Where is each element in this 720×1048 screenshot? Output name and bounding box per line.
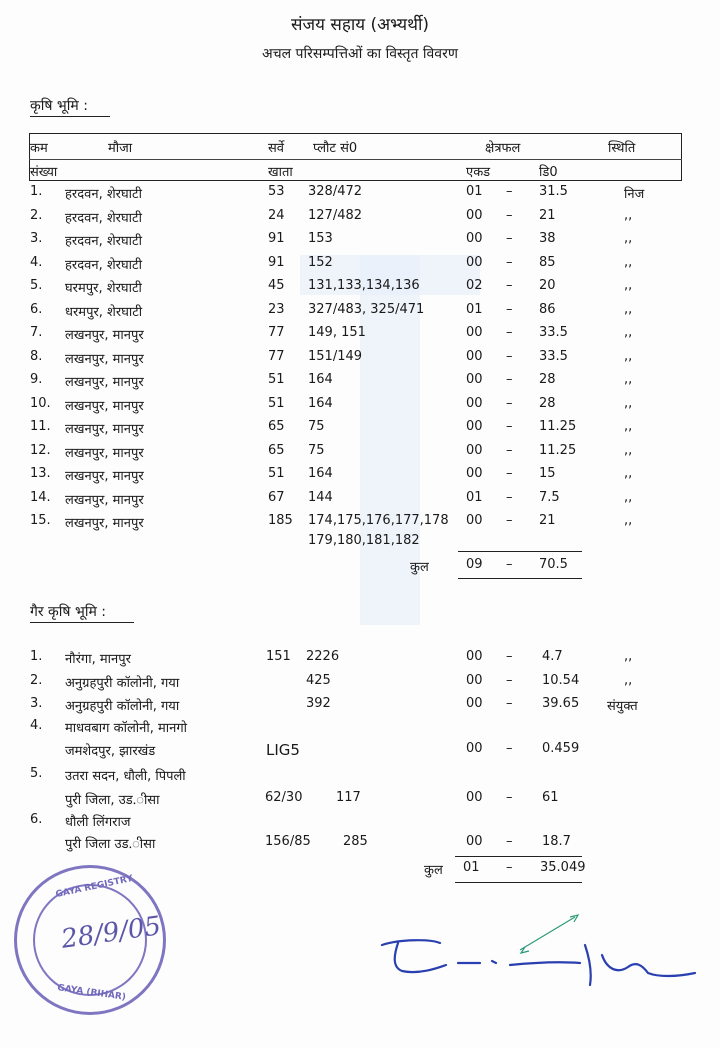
dash-cell: – <box>506 466 513 481</box>
mauja-cell: लखनपुर, मानपुर <box>65 469 144 484</box>
col-plot: प्लौट सं0 <box>313 141 358 156</box>
acre-cell: 01 <box>466 489 483 505</box>
sl-cell: 10. <box>30 395 51 411</box>
sl-cell: 9. <box>30 372 43 387</box>
nonagri-heading-underline <box>30 622 134 623</box>
mauja-cell: लखनपुर, मानपुर <box>65 351 144 367</box>
mauja-cell: लखनपुर, मानपुर <box>65 375 144 390</box>
mauja-cell: लखनपुर, मानपुर <box>65 328 144 343</box>
dec-cell: 11.25 <box>539 442 577 458</box>
sl-cell: 14. <box>30 489 51 505</box>
name-cell: जमशेदपुर, झारखंड <box>65 744 156 759</box>
status-cell: ,, <box>624 489 633 505</box>
sl-cell: 5. <box>30 766 43 781</box>
dec-cell: 18.7 <box>542 834 571 849</box>
plot-cell: 151/149 <box>308 348 363 364</box>
status-cell: ,, <box>624 231 633 246</box>
nonagri-total-acre: 01 <box>463 860 480 875</box>
dash-cell: – <box>506 696 513 711</box>
name-cell: माधवबाग कॉलोनी, मानगो <box>65 721 188 736</box>
table-row <box>0 396 720 418</box>
dash-cell: – <box>506 649 513 664</box>
acre-cell: 02 <box>466 278 483 293</box>
khata-cell: 91 <box>268 254 285 270</box>
plot-cell: 75 <box>308 442 325 458</box>
dash-cell: – <box>506 207 513 223</box>
khata-cell: 51 <box>268 395 285 411</box>
khata-cell: 77 <box>268 325 285 340</box>
acre-cell: 00 <box>466 419 483 434</box>
acre-cell: 00 <box>466 834 483 849</box>
dec-cell: 21 <box>539 207 556 223</box>
status-cell: ,, <box>624 419 633 434</box>
sl-cell: 3. <box>30 231 43 246</box>
name-cell: पुरी जिला उड.ीसा <box>65 837 156 852</box>
sl-cell: 1. <box>30 184 43 199</box>
agri-total-label: कुल <box>410 560 429 575</box>
nonagri-total-topline <box>455 856 582 857</box>
status-cell: ,, <box>624 278 633 293</box>
mauja-cell: लखनपुर, मानपुर <box>65 516 144 531</box>
table-row <box>0 490 720 512</box>
plot-cell: 153 <box>308 231 333 246</box>
list-item <box>0 741 720 763</box>
mauja-cell: हरदवन, शेरघाटी <box>65 257 142 273</box>
plot-cell: 127/482 <box>308 207 363 223</box>
nonagri-total-dec: 35.049 <box>540 860 586 875</box>
status-cell: ,, <box>624 673 633 688</box>
dash-cell: – <box>506 184 513 199</box>
agri-total-bottomline <box>458 578 582 579</box>
plot-cell: 2226 <box>306 649 340 664</box>
dash-cell: – <box>506 489 513 505</box>
plot-cell: 164 <box>308 395 333 411</box>
acre-cell: 01 <box>466 184 483 199</box>
dec-cell: 31.5 <box>539 184 568 199</box>
acre-cell: 00 <box>466 466 483 481</box>
acre-cell: 00 <box>466 696 483 711</box>
mauja-cell: लखनपुर, मानपुर <box>65 492 144 508</box>
table-row <box>0 513 720 535</box>
list-item <box>0 673 720 695</box>
plot-cell: 392 <box>306 696 331 711</box>
dec-cell: 15 <box>539 466 556 481</box>
name-cell: पुरी जिला, उड.ीसा <box>65 793 160 808</box>
dec-cell: 10.54 <box>542 673 580 688</box>
agri-total-dash: – <box>506 557 513 572</box>
khata-cell: 62/30 <box>265 790 303 805</box>
name-cell: उतरा सदन, धौली, पिपली <box>65 769 186 784</box>
sl-cell: 2. <box>30 673 43 688</box>
stamp-top-text: GAYA REGISTRY <box>54 873 134 901</box>
table-row <box>0 255 720 277</box>
plot-cell: 117 <box>336 790 361 805</box>
acre-cell: 00 <box>466 372 483 387</box>
khata-cell: 65 <box>268 419 285 434</box>
plot-cell: 327/483, 325/471 <box>308 301 425 317</box>
dec-cell: 11.25 <box>539 419 577 434</box>
agri-heading: कृषि भूमि : <box>30 98 88 114</box>
plot-cell: 425 <box>306 673 331 688</box>
khata-cell: 185 <box>268 513 293 528</box>
acre-cell: 00 <box>466 348 483 364</box>
acre-cell: 00 <box>466 790 483 805</box>
status-cell: निज <box>624 187 645 202</box>
list-item <box>0 834 720 856</box>
dec-cell: 0.459 <box>542 741 580 756</box>
khata-cell: 77 <box>268 348 285 364</box>
dash-cell: – <box>506 741 513 756</box>
sl-cell: 7. <box>30 325 43 340</box>
status-cell: ,, <box>624 372 633 387</box>
dec-cell: 33.5 <box>539 348 568 364</box>
acre-cell: 00 <box>466 442 483 458</box>
khata-cell: 67 <box>268 489 285 505</box>
acre-cell: 01 <box>466 301 483 317</box>
plot-cell: 174,175,176,177,178 <box>308 513 449 528</box>
col-survey-bottom: खाता <box>268 165 293 180</box>
khata-cell: LIG5 <box>266 741 300 759</box>
nonagri-total-label: कुल <box>424 863 443 878</box>
dec-cell: 28 <box>539 372 556 387</box>
table-row <box>0 419 720 441</box>
status-cell: ,, <box>624 207 633 223</box>
agri-row-15-cont <box>0 533 720 555</box>
sl-cell: 3. <box>30 696 43 711</box>
dash-cell: – <box>506 419 513 434</box>
dec-cell: 39.65 <box>542 696 580 711</box>
status-cell: संयुक्त <box>607 699 638 714</box>
sl-cell: 2. <box>30 207 43 223</box>
dec-cell: 20 <box>539 278 556 293</box>
khata-cell: 51 <box>268 466 285 481</box>
dash-cell: – <box>506 231 513 246</box>
table-row <box>0 466 720 488</box>
plot-cell: 144 <box>308 489 333 505</box>
plot-cell: 164 <box>308 466 333 481</box>
sl-cell: 8. <box>30 348 43 364</box>
sl-cell: 12. <box>30 442 51 458</box>
mauja-cell: लखनपुर, मानपुर <box>65 445 144 461</box>
acre-cell: 00 <box>466 254 483 270</box>
plot-cell: 285 <box>343 834 368 849</box>
dash-cell: – <box>506 790 513 805</box>
agri-total-topline <box>458 551 582 552</box>
dash-cell: – <box>506 301 513 317</box>
mauja-cell: लखनपुर, मानपुर <box>65 398 144 414</box>
page-title: संजय सहाय (अभ्यर्थी) <box>290 15 429 35</box>
dec-cell: 85 <box>539 254 556 270</box>
col-acre: एकड <box>466 165 491 180</box>
nonagri-total-bottomline <box>455 882 582 883</box>
acre-cell: 00 <box>466 741 483 756</box>
khata-cell: 23 <box>268 301 285 317</box>
list-item <box>0 790 720 812</box>
sl-cell: 13. <box>30 466 51 481</box>
status-cell: ,, <box>624 325 633 340</box>
acre-cell: 00 <box>466 673 483 688</box>
col-sl-bottom: संख्या <box>30 165 58 180</box>
table-row <box>0 349 720 371</box>
agri-header-divider <box>29 159 682 160</box>
table-row <box>0 302 720 324</box>
nonagri-total-dash: – <box>506 860 513 875</box>
mauja-cell: घरमपुर, शेरघाटी <box>65 281 142 296</box>
table-row <box>0 372 720 394</box>
dash-cell: – <box>506 325 513 340</box>
dec-cell: 28 <box>539 395 556 411</box>
status-cell: ,, <box>624 513 633 528</box>
signature <box>380 905 700 1015</box>
dash-cell: – <box>506 372 513 387</box>
agri-heading-underline <box>30 116 110 117</box>
dec-cell: 7.5 <box>539 489 560 505</box>
sl-cell: 15. <box>30 513 51 528</box>
dash-cell: – <box>506 278 513 293</box>
table-row <box>0 325 720 347</box>
plot-cell: 152 <box>308 254 333 270</box>
sl-cell: 6. <box>30 301 43 317</box>
stamp-date: 28/9/05 <box>59 911 163 955</box>
plot-cell: 328/472 <box>308 184 363 199</box>
agri-total-dec: 70.5 <box>539 557 568 572</box>
dec-cell: 4.7 <box>542 649 563 664</box>
official-stamp <box>14 865 166 1015</box>
table-row <box>0 208 720 230</box>
col-sl-top: कम <box>30 141 48 156</box>
sl-cell: 4. <box>30 254 43 270</box>
dash-cell: – <box>506 254 513 270</box>
khata-cell: 24 <box>268 207 285 223</box>
sl-cell: 6. <box>30 812 43 827</box>
khata-cell: 151 <box>266 649 291 664</box>
table-row <box>0 231 720 253</box>
status-cell: ,, <box>624 348 633 364</box>
dash-cell: – <box>506 834 513 849</box>
mauja-cell: हरदवन, शेरघाटी <box>65 234 142 249</box>
table-row <box>0 278 720 300</box>
dash-cell: – <box>506 673 513 688</box>
name-cell: धौली लिंगराज <box>65 815 131 830</box>
dec-cell: 38 <box>539 231 556 246</box>
khata-cell: 156/85 <box>265 834 311 849</box>
list-item <box>0 766 720 788</box>
col-area: क्षेत्रफल <box>485 141 521 156</box>
dash-cell: – <box>506 442 513 458</box>
mauja-cell: हरदवन, शेरघाटी <box>65 187 142 202</box>
col-dec: डि0 <box>539 165 558 180</box>
list-item <box>0 696 720 718</box>
dash-cell: – <box>506 395 513 411</box>
acre-cell: 00 <box>466 231 483 246</box>
khata-cell: 91 <box>268 231 285 246</box>
dash-cell: – <box>506 513 513 528</box>
acre-cell: 00 <box>466 325 483 340</box>
plot-cell-cont: 179,180,181,182 <box>308 533 420 548</box>
name-cell: अनुग्रहपुरी कॉलोनी, गया <box>65 699 180 714</box>
col-status: स्थिति <box>608 141 636 156</box>
khata-cell: 65 <box>268 442 285 458</box>
status-cell: ,, <box>624 649 633 664</box>
acre-cell: 00 <box>466 649 483 664</box>
status-cell: ,, <box>624 442 633 458</box>
acre-cell: 00 <box>466 207 483 223</box>
table-row <box>0 184 720 206</box>
status-cell: ,, <box>624 301 633 317</box>
dec-cell: 33.5 <box>539 325 568 340</box>
dec-cell: 86 <box>539 301 556 317</box>
status-cell: ,, <box>624 254 633 270</box>
khata-cell: 45 <box>268 278 285 293</box>
khata-cell: 53 <box>268 184 285 199</box>
page-subtitle: अचल परिसम्पत्तिओं का विस्तृत विवरण <box>262 46 458 62</box>
name-cell: नौरंगा, मानपुर <box>65 652 131 667</box>
mauja-cell: हरदवन, शेरघाटी <box>65 210 142 226</box>
agri-total-acre: 09 <box>466 557 483 572</box>
mauja-cell: धरमपुर, शेरघाटी <box>65 304 143 320</box>
acre-cell: 00 <box>466 395 483 411</box>
nonagri-heading: गैर कृषि भूमि : <box>30 604 106 620</box>
sl-cell: 1. <box>30 649 43 664</box>
list-item <box>0 718 720 740</box>
stamp-bottom-text: GAYA (BIHAR) <box>56 983 127 1003</box>
plot-cell: 75 <box>308 419 325 434</box>
dash-cell: – <box>506 348 513 364</box>
col-mauja: मौजा <box>108 141 133 156</box>
acre-cell: 00 <box>466 513 483 528</box>
sl-cell: 4. <box>30 718 43 733</box>
list-item <box>0 649 720 671</box>
dec-cell: 61 <box>542 790 559 805</box>
status-cell: ,, <box>624 466 633 481</box>
table-row <box>0 443 720 465</box>
dec-cell: 21 <box>539 513 556 528</box>
status-cell: ,, <box>624 395 633 411</box>
sl-cell: 5. <box>30 278 43 293</box>
sl-cell: 11. <box>30 419 51 434</box>
plot-cell: 131,133,134,136 <box>308 278 420 293</box>
khata-cell: 51 <box>268 372 285 387</box>
mauja-cell: लखनपुर, मानपुर <box>65 422 144 437</box>
name-cell: अनुग्रहपुरी कॉलोनी, गया <box>65 676 180 691</box>
list-item <box>0 812 720 834</box>
col-survey-top: सर्वे <box>268 141 285 156</box>
plot-cell: 149, 151 <box>308 325 366 340</box>
plot-cell: 164 <box>308 372 333 387</box>
agri-total-row <box>0 557 720 579</box>
